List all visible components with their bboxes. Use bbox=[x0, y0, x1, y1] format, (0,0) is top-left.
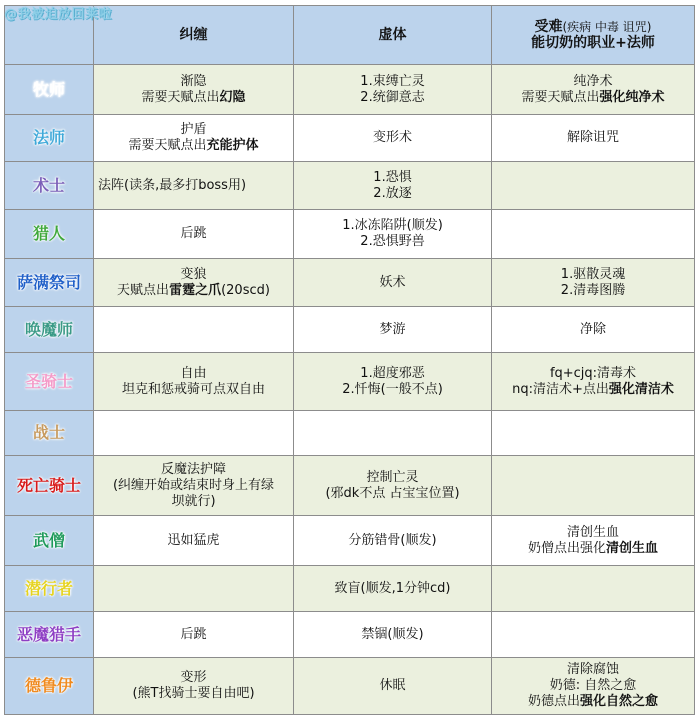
entangle-l1: 法阵(读条,最多打boss用) bbox=[98, 177, 247, 193]
class-name: 战士 bbox=[5, 411, 94, 456]
afflicted-line-1 bbox=[496, 74, 690, 90]
afflicted-line-2 bbox=[496, 283, 690, 299]
weakened-l1: 妖术 bbox=[379, 274, 406, 290]
table-row bbox=[5, 516, 695, 566]
header-afflicted-line2: 能切奶的职业+法师 bbox=[531, 35, 655, 51]
afflicted-cell bbox=[492, 516, 695, 566]
header-afflicted bbox=[492, 6, 695, 65]
weakened-line-1 bbox=[298, 74, 487, 90]
weakened-cell bbox=[294, 411, 492, 456]
table-row bbox=[5, 411, 695, 456]
entangle-cell bbox=[94, 566, 294, 612]
weakened-cell bbox=[294, 210, 492, 259]
class-name: 恶魔猎手 bbox=[5, 612, 94, 658]
entangle-cell bbox=[94, 259, 294, 307]
afflicted-cell bbox=[492, 353, 695, 411]
afflicted-l3: 奶德点出 bbox=[527, 694, 580, 709]
header-afflicted-title: 受难 bbox=[534, 19, 563, 35]
entangle-cell bbox=[94, 115, 294, 162]
entangle-l1: 变形 bbox=[180, 670, 207, 685]
entangle-line-1 bbox=[98, 267, 289, 283]
class-name: 圣骑士 bbox=[5, 353, 94, 411]
afflicted-l1: fq+cjq:清毒术 bbox=[549, 365, 637, 381]
afflicted-cell bbox=[492, 612, 695, 658]
entangle-l2b: 雷霆之爪 bbox=[169, 282, 222, 298]
afflicted-l1: 解除诅咒 bbox=[566, 130, 619, 145]
class-name: 法师 bbox=[5, 115, 94, 162]
weakened-cell bbox=[294, 658, 492, 715]
entangle-l1: 后跳 bbox=[180, 226, 207, 241]
weakened-line-1 bbox=[298, 275, 487, 291]
weakened-l1: 1.超度邪恶 bbox=[360, 365, 425, 381]
weakened-l1: 梦游 bbox=[379, 321, 406, 337]
afflicted-cell bbox=[492, 658, 695, 715]
weakened-cell bbox=[294, 456, 492, 516]
entangle-line-1 bbox=[98, 122, 289, 138]
weakened-l1: 1.恐惧 bbox=[373, 169, 412, 185]
class-name: 德鲁伊 bbox=[5, 658, 94, 715]
weakened-line-2 bbox=[298, 234, 487, 250]
afflicted-line-1 bbox=[496, 662, 690, 678]
weakened-l2: 2.统御意志 bbox=[360, 89, 425, 105]
entangle-cell bbox=[94, 162, 294, 210]
afflicted-l1: 清除腐蚀 bbox=[566, 662, 619, 677]
weakened-l2: 2.恐惧野兽 bbox=[360, 234, 425, 249]
entangle-l2b: 充能护体 bbox=[206, 138, 259, 153]
afflicted-line-2 bbox=[496, 678, 690, 694]
entangle-l2: (熊T找骑士要自由吧) bbox=[132, 686, 255, 701]
afflicted-l2: 需要天赋点出 bbox=[521, 89, 600, 105]
afflicted-l2: 奶德: 自然之愈 bbox=[549, 678, 637, 693]
weakened-l1: 控制亡灵 bbox=[366, 469, 419, 485]
entangle-line-3 bbox=[98, 494, 289, 510]
entangle-line-1 bbox=[98, 533, 289, 549]
afflicted-l1: 纯净术 bbox=[573, 73, 613, 89]
afflicted-line-3 bbox=[496, 694, 690, 710]
entangle-l2: 坦克和惩戒骑可点双自由 bbox=[121, 381, 265, 397]
afflicted-cell bbox=[492, 115, 695, 162]
entangle-line-1 bbox=[98, 462, 289, 478]
entangle-cell bbox=[94, 456, 294, 516]
entangle-line-2 bbox=[98, 90, 289, 106]
entangle-l1: 渐隐 bbox=[180, 73, 207, 89]
afflicted-line-1 bbox=[496, 366, 690, 382]
table-row bbox=[5, 210, 695, 259]
afflicted-line-2 bbox=[496, 382, 690, 398]
entangle-line-1 bbox=[98, 178, 289, 194]
afflicted-line-2 bbox=[496, 541, 690, 557]
afflicted-l2b: 强化纯净术 bbox=[599, 89, 665, 105]
class-name: 萨满祭司 bbox=[5, 259, 94, 307]
entangle-l1: 护盾 bbox=[180, 122, 207, 137]
entangle-line-1 bbox=[98, 366, 289, 382]
class-name: 死亡骑士 bbox=[5, 456, 94, 516]
afflicted-l2: nq:清洁术+点出 bbox=[512, 381, 609, 397]
weakened-line-1 bbox=[298, 533, 487, 549]
entangle-l2: 需要天赋点出 bbox=[141, 89, 220, 105]
table-row bbox=[5, 162, 695, 210]
entangle-line-2 bbox=[98, 686, 289, 702]
afflicted-l2b: 强化清洁术 bbox=[608, 381, 674, 397]
class-name: 牧师 bbox=[5, 65, 94, 115]
entangle-l2: 需要天赋点出 bbox=[128, 138, 207, 153]
entangle-l2b: 幻隐 bbox=[219, 89, 246, 105]
weakened-l2: 2.忏悔(一般不点) bbox=[342, 381, 443, 397]
weakened-l1: 休眠 bbox=[379, 678, 406, 693]
weakened-line-1 bbox=[298, 470, 487, 486]
afflicted-l2: 2.清毒图腾 bbox=[560, 282, 626, 298]
entangle-l1: 反魔法护障 bbox=[160, 461, 226, 477]
header-weakened: 虚体 bbox=[294, 6, 492, 65]
table-row bbox=[5, 307, 695, 353]
table-row bbox=[5, 259, 695, 307]
afflicted-line-1 bbox=[496, 525, 690, 541]
afflicted-cell bbox=[492, 307, 695, 353]
table-row bbox=[5, 456, 695, 516]
entangle-line-2 bbox=[98, 138, 289, 154]
afflicted-line-1 bbox=[496, 130, 690, 146]
weakened-l1: 1.冰冻陷阱(顺发) bbox=[342, 218, 443, 233]
afflicted-l1: 1.驱散灵魂 bbox=[560, 266, 626, 282]
entangle-l2: (纠缠开始或结束时身上有绿 bbox=[112, 477, 275, 493]
table-row bbox=[5, 353, 695, 411]
class-name: 术士 bbox=[5, 162, 94, 210]
header-entangle: 纠缠 bbox=[94, 6, 294, 65]
table-row bbox=[5, 115, 695, 162]
weakened-cell bbox=[294, 566, 492, 612]
weakened-line-2 bbox=[298, 486, 487, 502]
afflicted-cell bbox=[492, 259, 695, 307]
afflicted-l2b: 清创生血 bbox=[606, 540, 659, 556]
entangle-l1: 自由 bbox=[180, 365, 207, 381]
entangle-l2: 天赋点出 bbox=[117, 282, 170, 298]
weakened-l1: 变形术 bbox=[372, 130, 412, 145]
weakened-cell bbox=[294, 65, 492, 115]
weakened-line-1 bbox=[298, 130, 487, 146]
entangle-line-1 bbox=[98, 627, 289, 643]
weakened-l1: 1.束缚亡灵 bbox=[360, 73, 425, 89]
weakened-line-1 bbox=[298, 581, 487, 597]
afflicted-cell bbox=[492, 566, 695, 612]
afflicted-cell bbox=[492, 456, 695, 516]
class-name: 武僧 bbox=[5, 516, 94, 566]
entangle-l1: 变狼 bbox=[180, 266, 207, 282]
weakened-line-1 bbox=[298, 366, 487, 382]
weakened-line-1 bbox=[298, 218, 487, 234]
class-name: 猎人 bbox=[5, 210, 94, 259]
entangle-l2c: (20scd) bbox=[221, 282, 270, 298]
weakened-cell bbox=[294, 516, 492, 566]
afflicted-cell bbox=[492, 411, 695, 456]
entangle-cell bbox=[94, 658, 294, 715]
weakened-l2: (邪dk不点 占宝宝位置) bbox=[325, 485, 460, 501]
entangle-line-1 bbox=[98, 226, 289, 242]
class-name: 唤魔师 bbox=[5, 307, 94, 353]
afflicted-l1: 净除 bbox=[579, 321, 606, 337]
afflicted-l1: 清创生血 bbox=[566, 524, 619, 540]
weakened-cell bbox=[294, 259, 492, 307]
entangle-line-2 bbox=[98, 283, 289, 299]
weakened-l1: 分筋错骨(顺发) bbox=[348, 532, 437, 548]
afflicted-l2: 奶僧点出强化 bbox=[527, 540, 606, 556]
entangle-line-1 bbox=[98, 74, 289, 90]
afflicted-line-1 bbox=[496, 267, 690, 283]
weakened-line-2 bbox=[298, 90, 487, 106]
weakened-cell bbox=[294, 162, 492, 210]
weakened-cell bbox=[294, 612, 492, 658]
afflicted-cell bbox=[492, 162, 695, 210]
table-row bbox=[5, 612, 695, 658]
afflicted-line-2 bbox=[496, 90, 690, 106]
class-name: 潜行者 bbox=[5, 566, 94, 612]
weakened-line-2 bbox=[298, 186, 487, 202]
weakened-line-1 bbox=[298, 322, 487, 338]
weakened-l1: 致盲(顺发,1分钟cd) bbox=[334, 580, 451, 596]
weakened-cell bbox=[294, 115, 492, 162]
entangle-l1: 迅如猛虎 bbox=[167, 532, 220, 548]
table-row bbox=[5, 658, 695, 715]
entangle-line-2 bbox=[98, 478, 289, 494]
entangle-l1: 后跳 bbox=[180, 626, 207, 642]
table-row bbox=[5, 566, 695, 612]
entangle-cell bbox=[94, 65, 294, 115]
weakened-line-1 bbox=[298, 678, 487, 694]
weakened-l1: 禁锢(顺发) bbox=[361, 626, 424, 642]
header-afflicted-sub: (疾病 中毒 诅咒) bbox=[562, 20, 652, 34]
watermark: @我被迫放回莱啦 bbox=[4, 7, 113, 22]
entangle-cell bbox=[94, 516, 294, 566]
weakened-line-2 bbox=[298, 382, 487, 398]
weakened-line-1 bbox=[298, 170, 487, 186]
afflicted-l3b: 强化自然之愈 bbox=[580, 694, 659, 709]
weakened-line-1 bbox=[298, 627, 487, 643]
entangle-cell bbox=[94, 612, 294, 658]
entangle-l3: 坝就行) bbox=[171, 493, 216, 509]
entangle-line-1 bbox=[98, 670, 289, 686]
entangle-cell bbox=[94, 353, 294, 411]
table-row bbox=[5, 65, 695, 115]
weakened-cell bbox=[294, 307, 492, 353]
afflicted-cell bbox=[492, 210, 695, 259]
entangle-cell bbox=[94, 411, 294, 456]
entangle-cell bbox=[94, 307, 294, 353]
afflicted-line-1 bbox=[496, 322, 690, 338]
class-ability-table bbox=[4, 5, 695, 715]
entangle-cell bbox=[94, 210, 294, 259]
entangle-line-2 bbox=[98, 382, 289, 398]
weakened-cell bbox=[294, 353, 492, 411]
afflicted-cell bbox=[492, 65, 695, 115]
weakened-l2: 2.放逐 bbox=[373, 185, 412, 201]
